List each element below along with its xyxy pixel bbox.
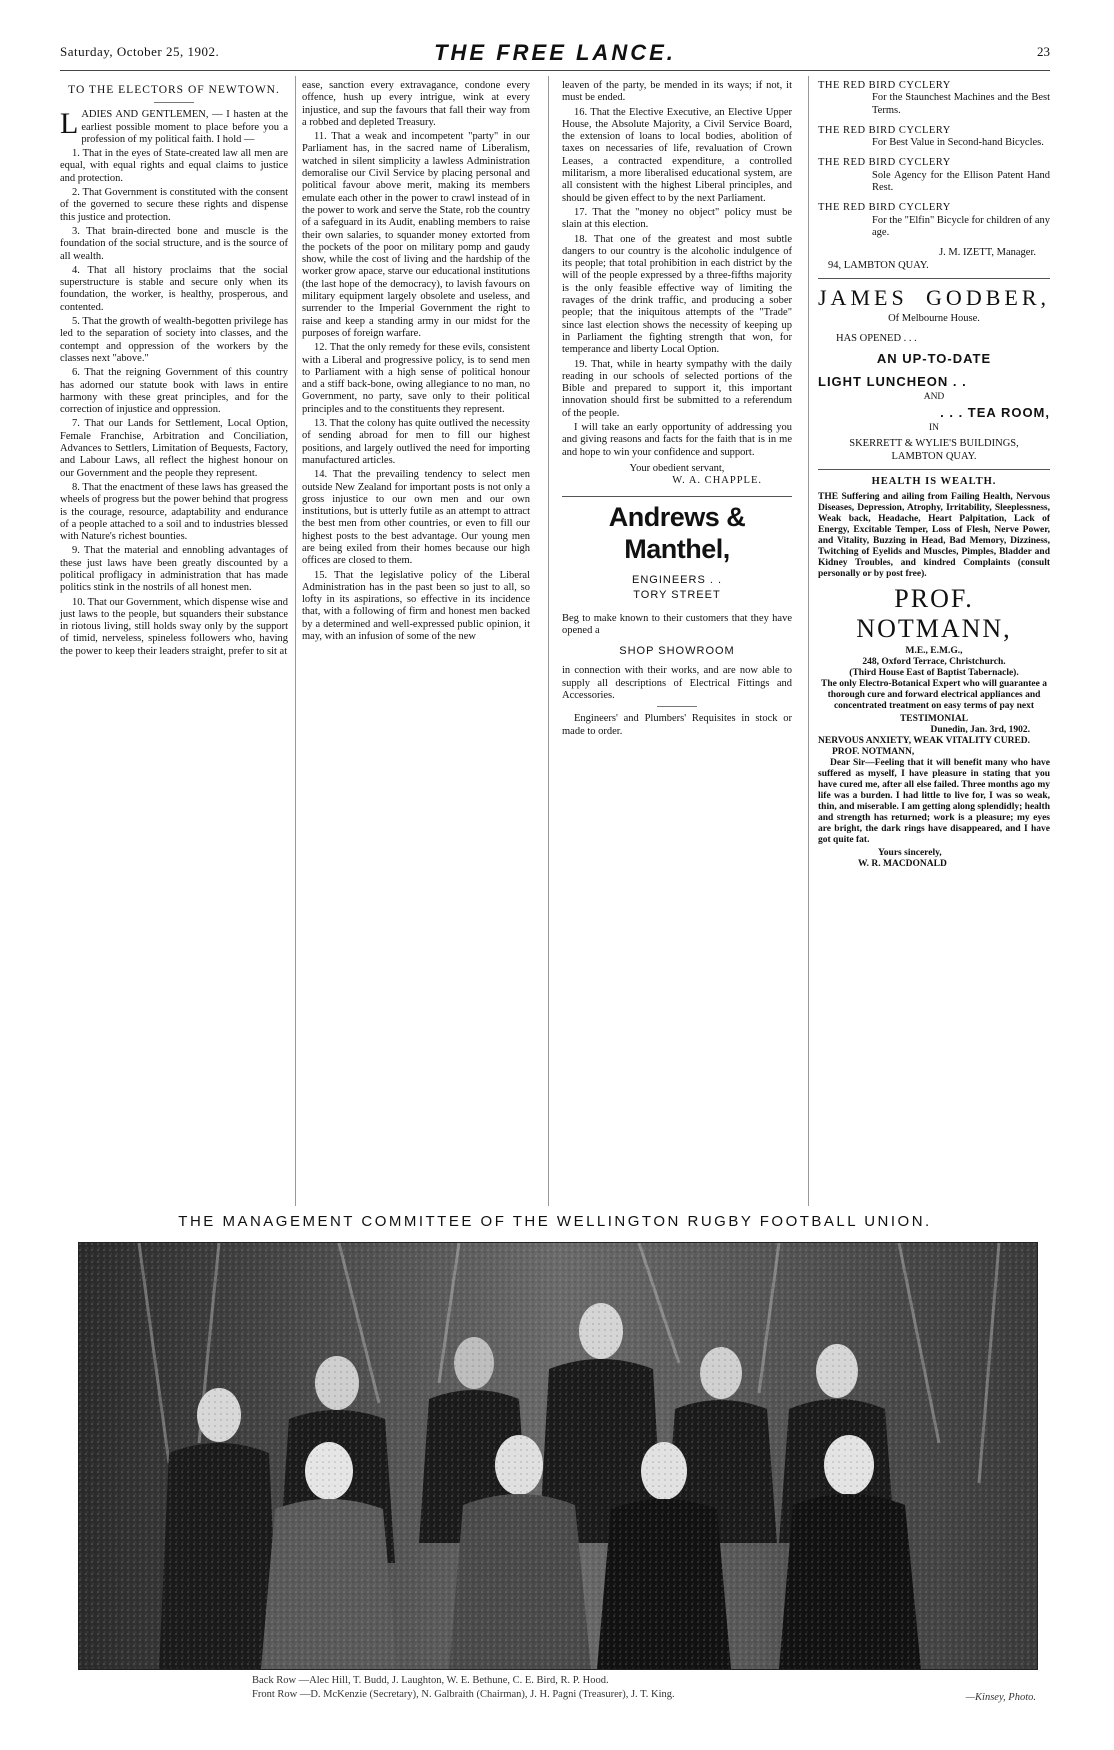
godber-house: Of Melbourne House. [888,312,980,324]
ad-rule [818,469,1050,470]
back-row-caption: Back Row —Alec Hill, T. Budd, J. Laughton, W. E. Bethune, C. E. Bird, R. P. Hood. [252,1675,609,1686]
ad-rule [562,496,792,497]
notmann-address: 248, Oxford Terrace, Christchurch. [862,657,1006,668]
cyclery-item: THE RED BIRD CYCLERY Sole Agency for the Ellison Patent Hand Rest. [818,157,1050,194]
notmann-degrees: M.E., E.M.G., [905,646,963,657]
manifesto-point: 15. That the legislative policy of the Liberal Administration has in the past been so just to all, so lofty in its aspirations, so effective in its incidence that, with a following of firm and honest men backed by a determined and well-expressed public opinion, it may, with an infusion of some of the new [302,569,530,643]
manifesto-point: 9. That the material and ennobling advantages of these just laws have been greatly discounted by a political profligacy in administration that has made politics stink in the nostrils of all honest men. [60,545,288,594]
manifesto-point: 1. That in the eyes of State-created law all men are equal, with equal rights and equal claims to justice and protection. [60,148,288,184]
manifesto-continued: ease, sanction every extravagance, condone every offence, hush up every intrigue, wink at every injustice, and sup the favours that fall their way from a robbed and depleted Treasury. [302,80,530,128]
notmann-address2: (Third House East of Baptist Tabernacle). [849,668,1019,679]
notmann-name: PROF. NOTMANN, [856,584,1012,644]
manifesto-point: 17. That the "money no object" policy must be slain at this election. [562,206,792,231]
front-row-caption: Front Row —D. McKenzie (Secretary), N. Galbraith (Chairman), J. H. Pagni (Treasurer), J. T. King. [252,1689,675,1700]
cyclery-item: THE RED BIRD CYCLERY For Best Value in Second-hand Bicycles. [818,124,1044,149]
manifesto-point: 18. That one of the greatest and most subtle dangers to our country is the alcoholic indulgence of its people; that total prohibition in each district by the will of the people expressed by a three-fifths majority is the only feasible effective way of limiting the ravages of the drink traffic, and producing a sober people; that the iniquitous attempts of the "Trade" since last election shows the necessity of keeping up in Parliament the fighting strength that won, for temperance and liberty Local Option. [562,233,792,356]
issue-date: Saturday, October 25, 1902. [60,44,220,59]
manifesto-point: 6. That the reigning Government of this country has adorned our statute book with laws in entire harmony with these great principles, and for the correction of injustice and oppression. [60,367,288,416]
notmann-closing: Yours sincerely, [878,848,942,859]
shop-showroom: SHOP SHOWROOM [619,645,735,658]
godber-ad [818,285,1050,463]
godber-street: LAMBTON QUAY. [891,450,977,462]
photo-credit: —Kinsey, Photo. [965,1692,1036,1703]
manifesto-point: 3. That brain-directed bone and muscle is the foundation of the social structure, and is the source of all wealth. [60,225,288,262]
page-header [60,40,1050,66]
andrews-body: Engineers' and Plumbers' Requisites in stock or made to order. [562,713,792,737]
page-number: 23 [1037,44,1050,59]
godber-in: IN [928,423,940,434]
godber-and: AND [923,392,945,403]
manifesto-point: 16. That the Elective Executive, an Elective Upper House, the Absolute Majority, a Civil Service Board, the extension of loans to local bodies, abolition of taxes on necessaries of life, revaluation of Crown Leases, a contracted expenditure, a controlled militarism, a more liberalised educational system, are all consistent with the highest Liberal principles, and should be given effect to by the next Parliament. [562,106,792,204]
manifesto-point: 4. That all history proclaims that the social superstructure is stable and secure only when its foundation, the worker, is healthy, prosperous, and contented. [60,264,288,313]
notmann-to: PROF. NOTMANN, [832,747,915,758]
andrews-line-street: TORY STREET [633,588,721,601]
drop-cap: L [60,107,79,141]
cyclery-item: THE RED BIRD CYCLERY For the "Elfin" Bicycle for children of any age. [818,202,1050,238]
andrews-body: Beg to make known to their customers that they have opened a [562,612,792,636]
godber-line: AN UP-TO-DATE [876,351,992,367]
notmann-signature: W. R. MACDONALD [858,859,947,870]
cyclery-item: THE RED BIRD CYCLERY For the Staunchest Machines and the Best Terms. [818,80,1050,116]
andrews-manthel-title: Andrews & Manthel, [608,501,746,564]
photo-caption [252,1674,1012,1702]
team-photograph [78,1242,1038,1670]
manifesto-point: 8. That the enactment of these laws has greased the wheels of progress but the power behind that progress is the courage, resource, adaptability and endurance of a people attached to a soil and to industries blessed with Nature's richest bounties. [60,481,288,543]
column-2 [302,80,530,645]
signoff: Your obedient servant, [629,462,725,474]
manifesto-heading: TO THE ELECTORS OF NEWTOWN. [68,84,280,96]
manifesto-point: 10. That our Government, which dispense wise and just laws to the people, but squanders their substance in riotous living, still holds sway only by the support of timid, nerveless, spineless followers who, having the power to keep their leaders straight, prefer to sit at [60,596,288,657]
manifesto-closing: I will take an early opportunity of addressing you and giving reasons and facts for the faith that is in me and hope to win your confidence and support. [562,422,792,458]
godber-opened: HAS OPENED . . . [836,333,917,345]
cyclery-address: 94, LAMBTON QUAY. [828,259,929,271]
godber-line: . . . TEA ROOM, [940,405,1050,421]
column-divider [295,76,296,1206]
column-divider [548,76,549,1206]
short-rule [154,102,194,103]
manifesto-point: 12. That the only remedy for these evils, consistent with a Liberal and progressive policy, is to send men to Parliament with a high sense of political honour and a stiff back-bone, owing allegiance to no man, no Government, no party, save only to their political principles and to the constituents they represent. [302,342,530,415]
column-4 [818,80,1050,870]
notmann-claim: The only Electro-Botanical Expert who will guarantee a thorough cure and forward electrical appliances and concentrated treatment on easy terms of pay next [821,679,1047,712]
header-rule [60,70,1050,71]
column-divider [808,76,809,1206]
manifesto-point: 13. That the colony has quite outlived the necessity of sending abroad for men to fill our highest positions, and largely outlived the need for importing manufactured articles. [302,418,530,466]
andrews-line-engineers: ENGINEERS . . [631,573,723,586]
masthead-title: THE FREE LANCE. [434,40,676,65]
cyclery-ad [818,80,1050,272]
photo-heading: THE MANAGEMENT COMMITTEE OF THE WELLINGTON RUGBY FOOTBALL UNION. [178,1213,932,1230]
manifesto-point: 2. That Government is constituted with the consent of the governed to secure these rights and dispense this justice and protection. [60,187,288,223]
manifesto-point: 14. That the prevailing tendency to select men outside New Zealand for important posts is not only a gross injustice to our own men and our own institutions, but is utterly futile as an attempt to attract the best men from other countries, or even to fill our highest posts to the best advantage. Our young men are being exiled from their homes because our high offices are closed to them. [302,469,530,567]
notmann-headline: NERVOUS ANXIETY, WEAK VITALITY CURED. [818,736,1031,747]
column-3 [562,80,792,740]
godber-line: LIGHT LUNCHEON . . [818,373,967,389]
short-rule [657,706,697,707]
notmann-heading: HEALTH IS WEALTH. [871,475,997,487]
photo-illustration [79,1243,1037,1669]
godber-name: JAMES GODBER, [818,284,1050,310]
manifesto-continued: leaven of the party, be mended in its ways; if not, it must be ended. [562,80,792,104]
ad-rule [818,278,1050,279]
manifesto-point: 5. That the growth of wealth-begotten privilege has led to the separation of society into classes, and the contempt and oppression of the workers by the classes next "above." [60,316,288,364]
notmann-testimonial: TESTIMONIAL [899,714,969,725]
signature: W. A. CHAPPLE. [672,475,762,487]
godber-building: SKERRETT & WYLIE'S BUILDINGS, [849,438,1019,450]
manifesto-point: 19. That, while in hearty sympathy with the daily reading in our schools of selected portions of the Bible and prepared to support it, this important innovation should first be submitted to a referendum of the people. [562,358,792,419]
manifesto-point: 7. That our Lands for Settlement, Local Option, Female Franchise, Arbitration and Conciliation, Advances to Settlers, Limitation of Bequests, Factory, and Labour Laws, all reflect the highest honour on our Government and the people they represent. [60,418,288,479]
notmann-letter: Dear Sir—Feeling that it will benefit many who have suffered as myself, I have pleasure in stating that you have cured me, after all else failed. Three months ago my life was a burden. I had little to live for, I was so weak, thin, and miserable. I am getting along splendidly; health and strength has returned; work is a pleasure; my eyes are bright, the dark rings have disappeared, and I have got quite fat. [818,758,1050,846]
cyclery-manager: J. M. IZETT, Manager. [939,247,1036,259]
manifesto-point: 11. That a weak and incompetent "party" in our Parliament has, in the sacred name of Liberalism, watched in silent simplicity a lawless Administration demoralise our Civil Service by placing personal and political favour above merit, making its members emulate each other in the power to crawl instead of in the power to work and serve the State, rob the country of a safeguard in its Audit, enabling members to raise their own salaries, to squander money extorted from the pockets of the poor on military pomp and gaudy show, while the cost of living and the hardship of the worker grow apace, starve our educational institutions (the last hope of the democracy), to lavish favours on military equipment largely obsolete and useless, and surrender to the Imperial Government the right to raise and keep a standing army in our midst for the purposes of foreign warfare. [302,131,530,339]
andrews-body: in connection with their works, and are now able to supply all descriptions of Electrical Fittings and Accessories. [562,665,792,701]
column-1 [60,80,288,660]
notmann-intro: THE Suffering and ailing from Failing Health, Nervous Diseases, Depression, Atrophy, Irritability, Sleeplessness, Weak back, Headache, Heart Palpitation, Lack of Energy, Excitable Temper, Loss of Flesh, Nerve Power, and Vitality, Buzzing in Head, Bad Memory, Dizziness, Twitching of Eyelids and Muscles, Pimples, Bladder and Kidney Troubles, and kindred Complaints (consult personally or by post free). [818,492,1050,580]
notmann-dateline: Dunedin, Jan. 3rd, 1902. [930,725,1030,736]
manifesto-intro: LADIES AND GENTLEMEN, — I hasten at the earliest possible moment to place before you a profession of my political faith. I hold — [60,107,288,145]
notmann-ad [818,476,1050,870]
